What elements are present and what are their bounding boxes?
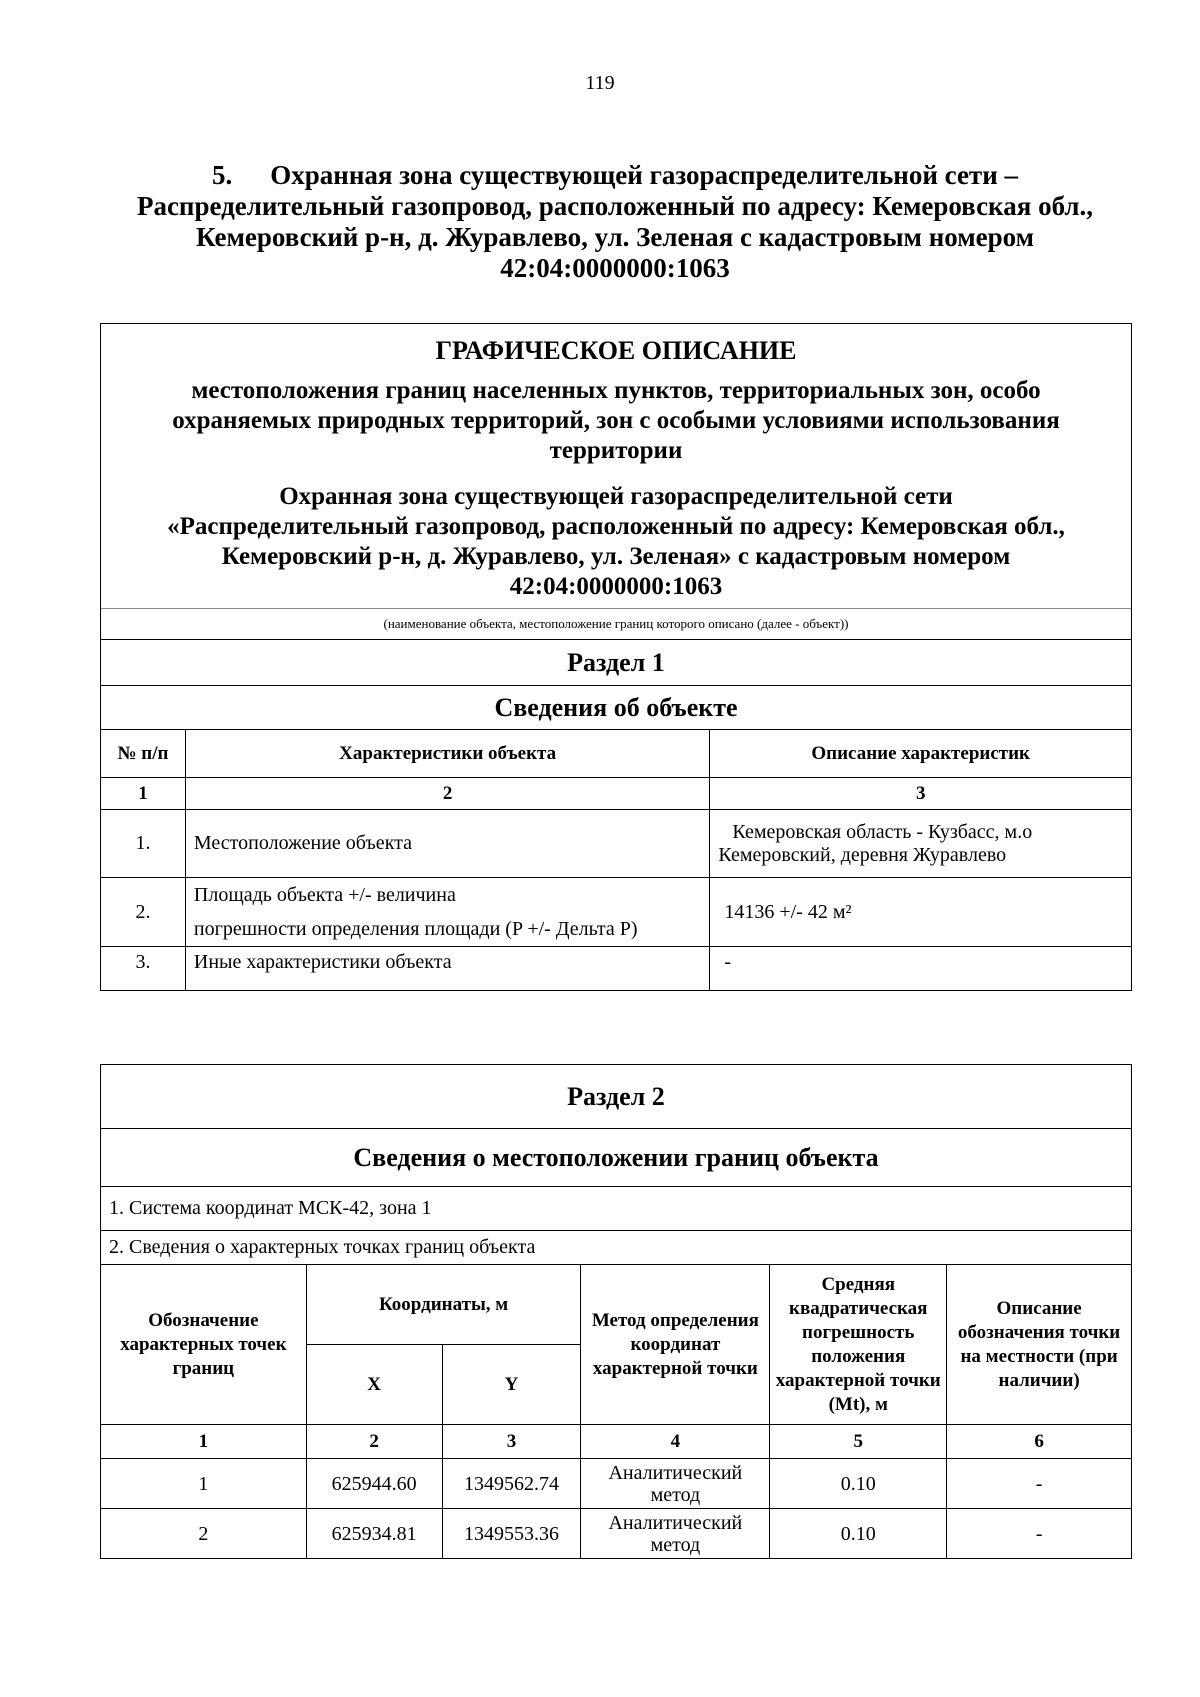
table-row <box>101 878 1132 947</box>
object-name-line: Охранная зона существующей газораспределительной сети <box>279 483 953 510</box>
graphic-subtitle-line: охраняемых природных территорий, зон с особыми условиями использования <box>172 407 1060 434</box>
row-characteristic: Иные характеристики объекта <box>185 947 709 991</box>
row-characteristic <box>185 878 709 947</box>
point-error: 0.10 <box>770 1509 947 1559</box>
header-designation: Обозначение характерных точек границ <box>101 1265 307 1425</box>
col-number: 6 <box>947 1425 1132 1459</box>
graphic-title: ГРАФИЧЕСКОЕ ОПИСАНИЕ <box>435 336 797 365</box>
page-number: 119 <box>585 72 615 94</box>
row-number: 1. <box>101 810 186 878</box>
point-y: 1349553.36 <box>442 1509 581 1559</box>
graphic-subtitle <box>101 366 1131 466</box>
header-characteristics: Характеристики объекта <box>185 730 709 778</box>
section2-title: Раздел 2 <box>101 1065 1132 1129</box>
col-number: 4 <box>581 1425 770 1459</box>
header-point-description: Описание обозначения точки на местности (при наличии) <box>947 1265 1132 1425</box>
row-description: - <box>710 947 1132 991</box>
points-title: 2. Сведения о характерных точках границ объекта <box>101 1231 1132 1265</box>
object-name-line: 42:04:0000000:1063 <box>509 573 723 600</box>
document-heading <box>100 160 1130 284</box>
col-number: 2 <box>306 1425 442 1459</box>
point-id: 1 <box>101 1459 307 1509</box>
row-characteristic: Местоположение объекта <box>185 810 709 878</box>
header-number: № п/п <box>101 730 186 778</box>
graphic-description-block <box>101 324 1132 609</box>
section2-table <box>100 1064 1132 1559</box>
heading-line-3: Кемеровский р-н, д. Журавлево, ул. Зеленая с кадастровым номером <box>195 222 1035 252</box>
header-coords: Координаты, м <box>306 1265 581 1345</box>
object-name-line: Кемеровский р-н, д. Журавлево, ул. Зеленая» с кадастровым номером <box>221 543 1011 570</box>
point-id: 2 <box>101 1509 307 1559</box>
row-description <box>710 810 1132 878</box>
object-name-line: «Распределительный газопровод, расположенный по адресу: Кемеровская обл., <box>167 513 1065 540</box>
object-caption: (наименование объекта, местоположение границ которого описано (далее - объект)) <box>101 609 1132 640</box>
header-y: Y <box>442 1345 581 1425</box>
row-number: 2. <box>101 878 186 947</box>
point-method: Аналитический метод <box>581 1509 770 1559</box>
heading-line-2: Распределительный газопровод, расположенный по адресу: Кемеровская обл., <box>136 191 1094 221</box>
section1-subtitle: Сведения об объекте <box>101 686 1132 730</box>
graphic-subtitle-line: территории <box>549 437 683 464</box>
heading-line-1: Охранная зона существующей газораспределительной сети – <box>270 160 1018 190</box>
row-description: 14136 +/- 42 м² <box>710 878 1132 947</box>
table-row <box>101 810 1132 878</box>
section2-subtitle: Сведения о местоположении границ объекта <box>101 1129 1132 1187</box>
point-x: 625944.60 <box>306 1459 442 1509</box>
table-row <box>101 947 1132 991</box>
table-row <box>101 1459 1132 1509</box>
heading-number: 5. <box>212 160 233 190</box>
graphic-subtitle-line: местоположения границ населенных пунктов, территориальных зон, особо <box>191 377 1041 404</box>
point-x: 625934.81 <box>306 1509 442 1559</box>
object-name <box>101 466 1131 608</box>
point-y: 1349562.74 <box>442 1459 581 1509</box>
point-description: - <box>947 1459 1132 1509</box>
header-method: Метод определения координат характерной точки <box>581 1265 770 1425</box>
row-number: 3. <box>101 947 186 991</box>
section1-table <box>100 323 1132 991</box>
col-number: 3 <box>442 1425 581 1459</box>
point-error: 0.10 <box>770 1459 947 1509</box>
header-x: X <box>306 1345 442 1425</box>
row-description-line: Кемеровская область - Кузбасс, м.о <box>732 820 1033 843</box>
point-description: - <box>947 1509 1132 1559</box>
col-number: 3 <box>710 778 1132 810</box>
col-number: 1 <box>101 778 186 810</box>
row-description-line: Кемеровский, деревня Журавлево <box>718 843 1007 866</box>
col-number: 2 <box>185 778 709 810</box>
point-method: Аналитический метод <box>581 1459 770 1509</box>
row-characteristic-line: погрешности определения площади (P +/- Дельта P) <box>193 918 638 940</box>
col-number: 5 <box>770 1425 947 1459</box>
section1-title: Раздел 1 <box>101 640 1132 686</box>
col-number: 1 <box>101 1425 307 1459</box>
header-error: Средняя квадратическая погрешность положения характерной точки (Mt), м <box>770 1265 947 1425</box>
coord-system: 1. Система координат МСК-42, зона 1 <box>101 1187 1132 1231</box>
table-row <box>101 1509 1132 1559</box>
header-description: Описание характеристик <box>710 730 1132 778</box>
heading-line-4: 42:04:0000000:1063 <box>500 253 730 283</box>
row-characteristic-line: Площадь объекта +/- величина <box>193 884 456 906</box>
